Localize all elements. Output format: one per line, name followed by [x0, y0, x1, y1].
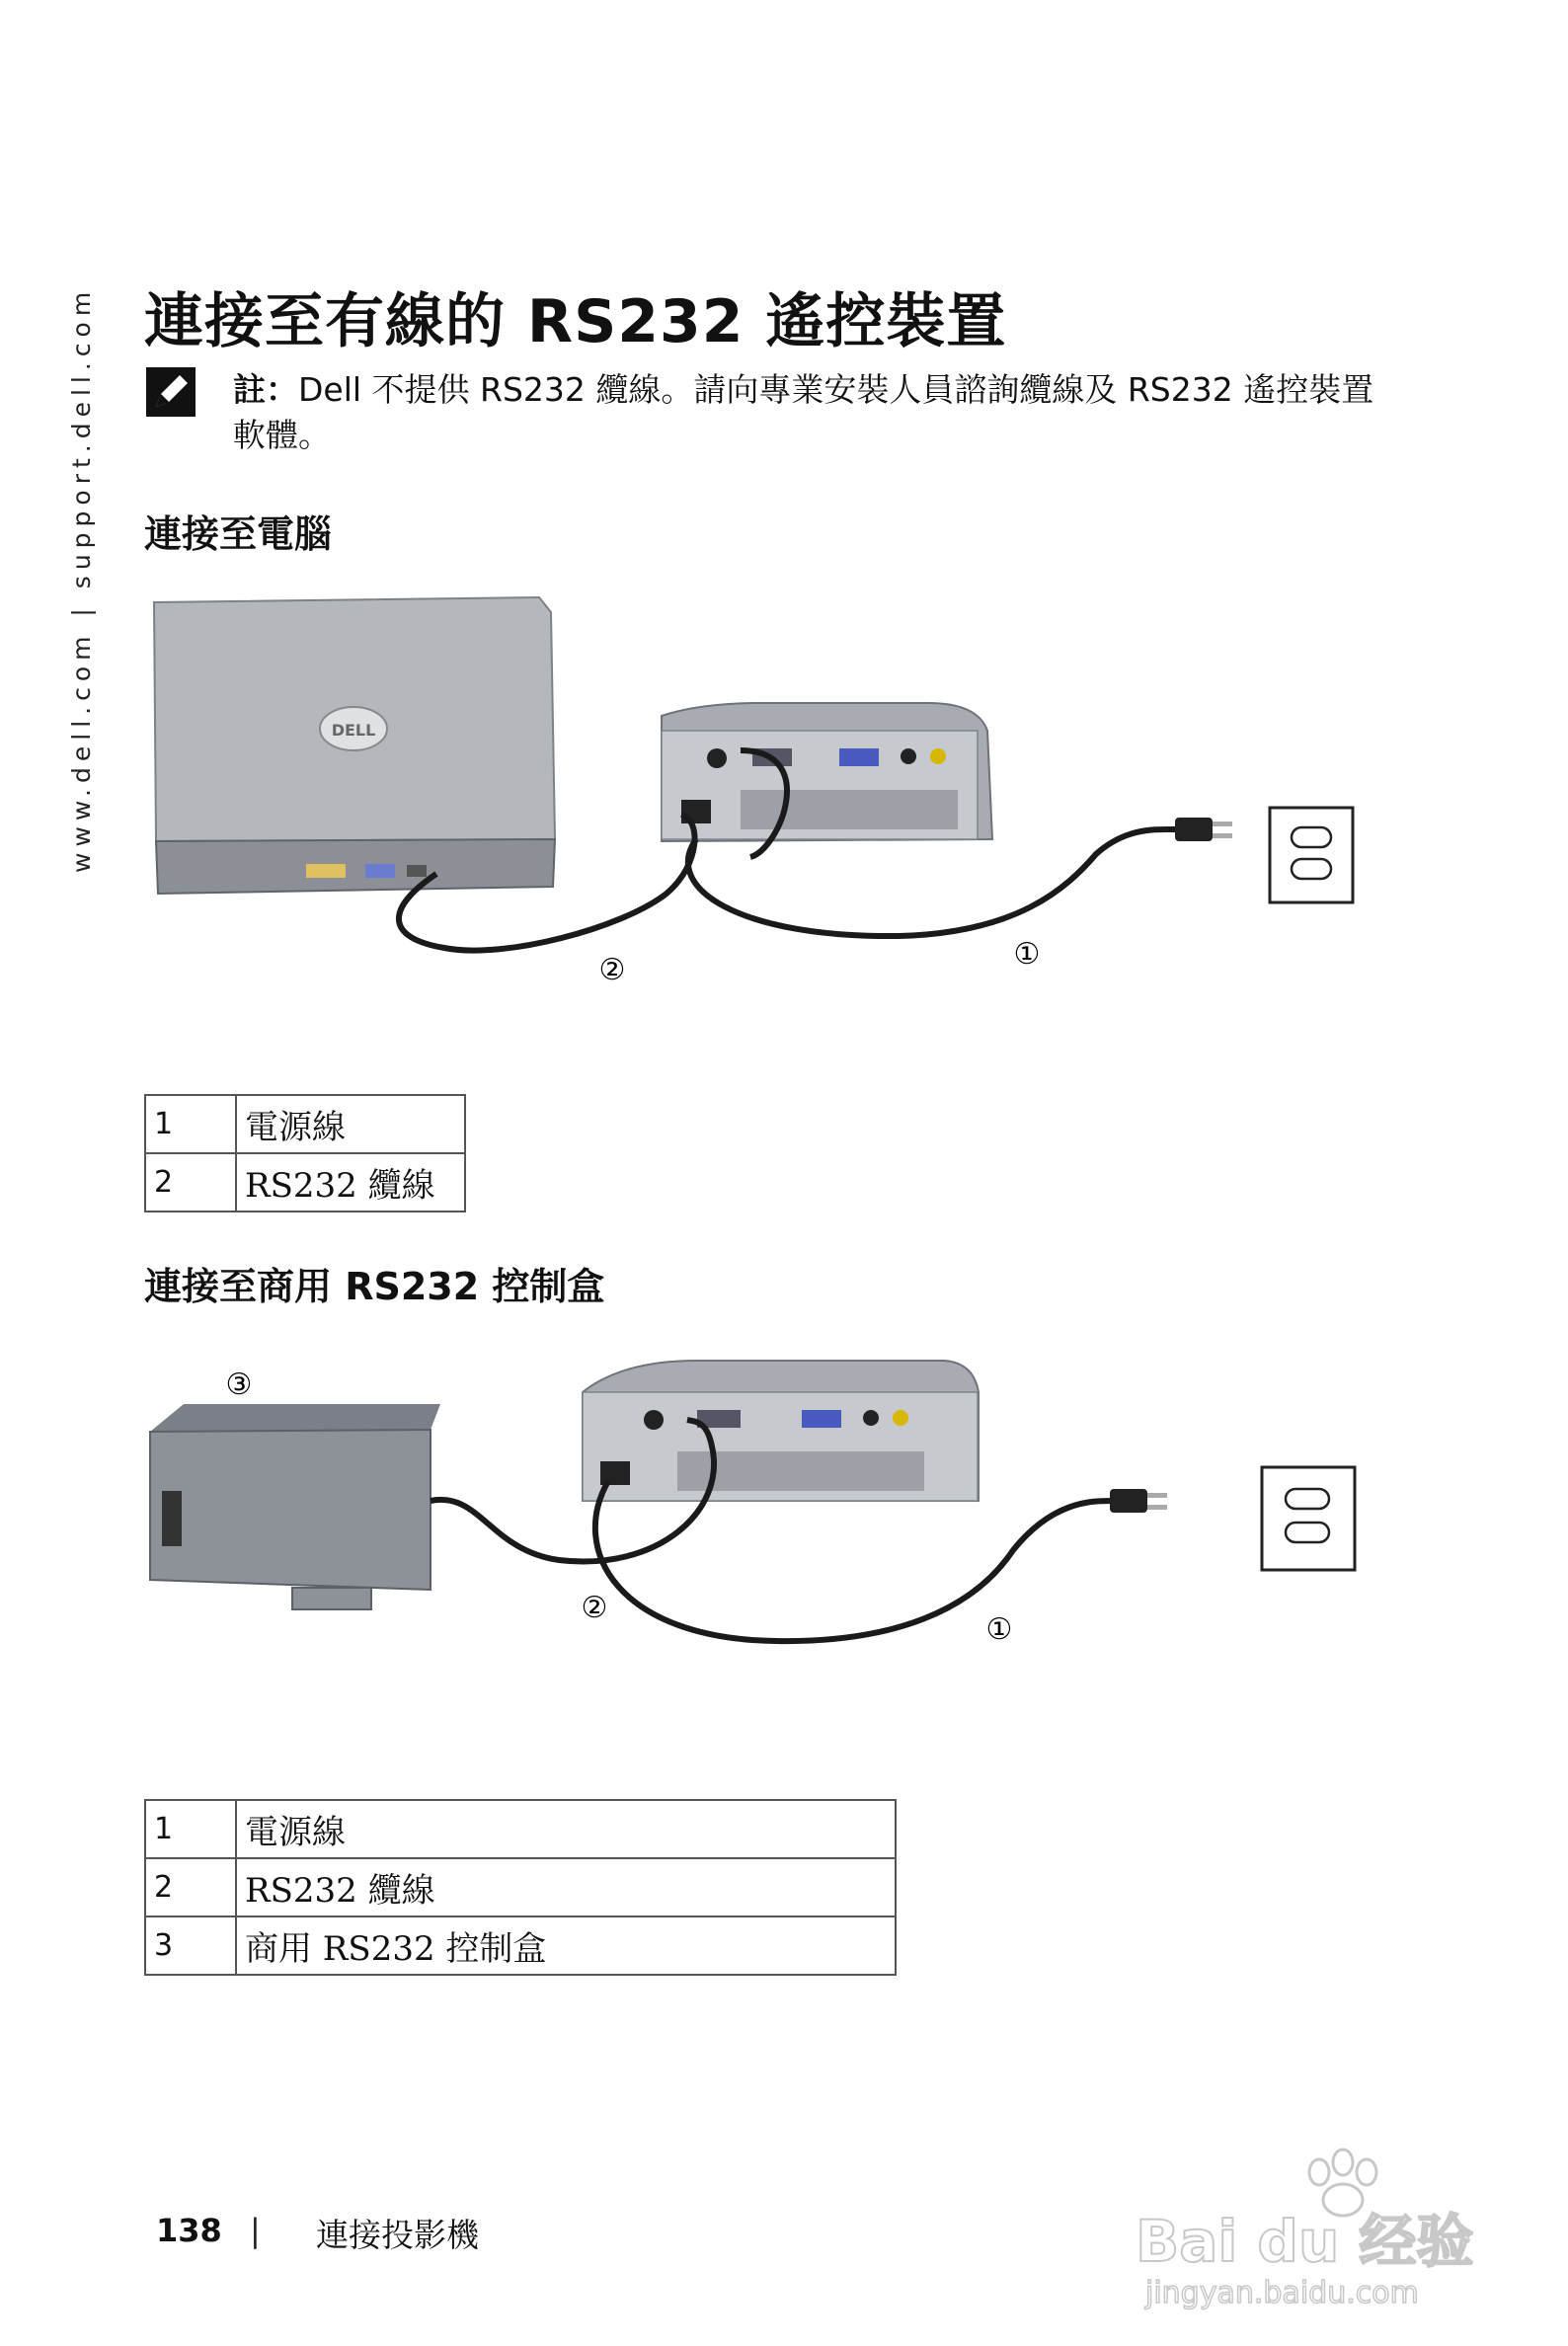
projector-illustration-2	[583, 1361, 979, 1501]
wall-outlet-2	[1262, 1467, 1355, 1570]
connection-figure-control-box	[144, 1353, 1372, 1679]
baidu-watermark	[1126, 2133, 1501, 2310]
table-row	[145, 1800, 896, 1858]
legend-label: 商用 RS232 控制盒	[236, 1916, 896, 1975]
legend-label: RS232 纜線	[236, 1153, 465, 1212]
svg-text:DELL: DELL	[331, 721, 376, 740]
table-row	[145, 1916, 896, 1975]
legend-num: 1	[145, 1095, 236, 1153]
note	[233, 367, 1388, 458]
power-cable-2	[595, 1481, 1112, 1641]
callout-1: ①	[985, 1612, 1013, 1647]
watermark-brand: Bai du 经验	[1136, 2208, 1474, 2275]
watermark-url: jingyan.baidu.com	[1145, 2276, 1419, 2310]
legend-label: 電源線	[236, 1095, 465, 1153]
note-label: 註：	[233, 370, 298, 409]
section-heading-control-box: 連接至商用 RS232 控制盒	[144, 1265, 605, 1308]
legend-num: 3	[145, 1916, 236, 1975]
legend-label: RS232 纜線	[236, 1858, 896, 1916]
table-row	[145, 1153, 465, 1212]
connection-figure-computer	[148, 592, 1372, 1007]
page-title: 連接至有線的 RS232 遙控裝置	[144, 287, 1007, 356]
note-pencil-icon	[146, 367, 196, 417]
paw-icon	[1309, 2150, 1376, 2216]
footer-separator: |	[250, 2212, 261, 2249]
legend-num: 2	[145, 1153, 236, 1212]
power-plug-1	[1175, 818, 1232, 841]
table-row	[145, 1858, 896, 1916]
callout-2: ②	[581, 1591, 608, 1625]
power-plug-2	[1110, 1489, 1167, 1513]
laptop-illustration	[154, 597, 555, 894]
note-text: Dell 不提供 RS232 纜線。請向專業安裝人員諮詢纜線及 RS232 遙控裝置軟體。	[233, 370, 1374, 454]
callout-3: ③	[225, 1368, 253, 1402]
footer-section-title: 連接投影機	[316, 2216, 479, 2254]
wall-outlet-1	[1270, 808, 1353, 902]
legend-num: 1	[145, 1800, 236, 1858]
callout-1: ①	[1013, 937, 1041, 972]
legend-num: 2	[145, 1858, 236, 1916]
legend-table-control-box	[144, 1799, 897, 1976]
side-url: www.dell.com | support.dell.com	[67, 285, 96, 873]
legend-label: 電源線	[236, 1800, 896, 1858]
section-heading-computer: 連接至電腦	[144, 512, 333, 556]
table-row	[145, 1095, 465, 1153]
control-box-illustration	[150, 1404, 440, 1609]
page-number: 138	[156, 2212, 222, 2249]
projector-illustration-1	[662, 703, 992, 841]
callout-2: ②	[598, 953, 626, 987]
legend-table-computer	[144, 1094, 466, 1212]
power-cable-1	[688, 829, 1175, 936]
